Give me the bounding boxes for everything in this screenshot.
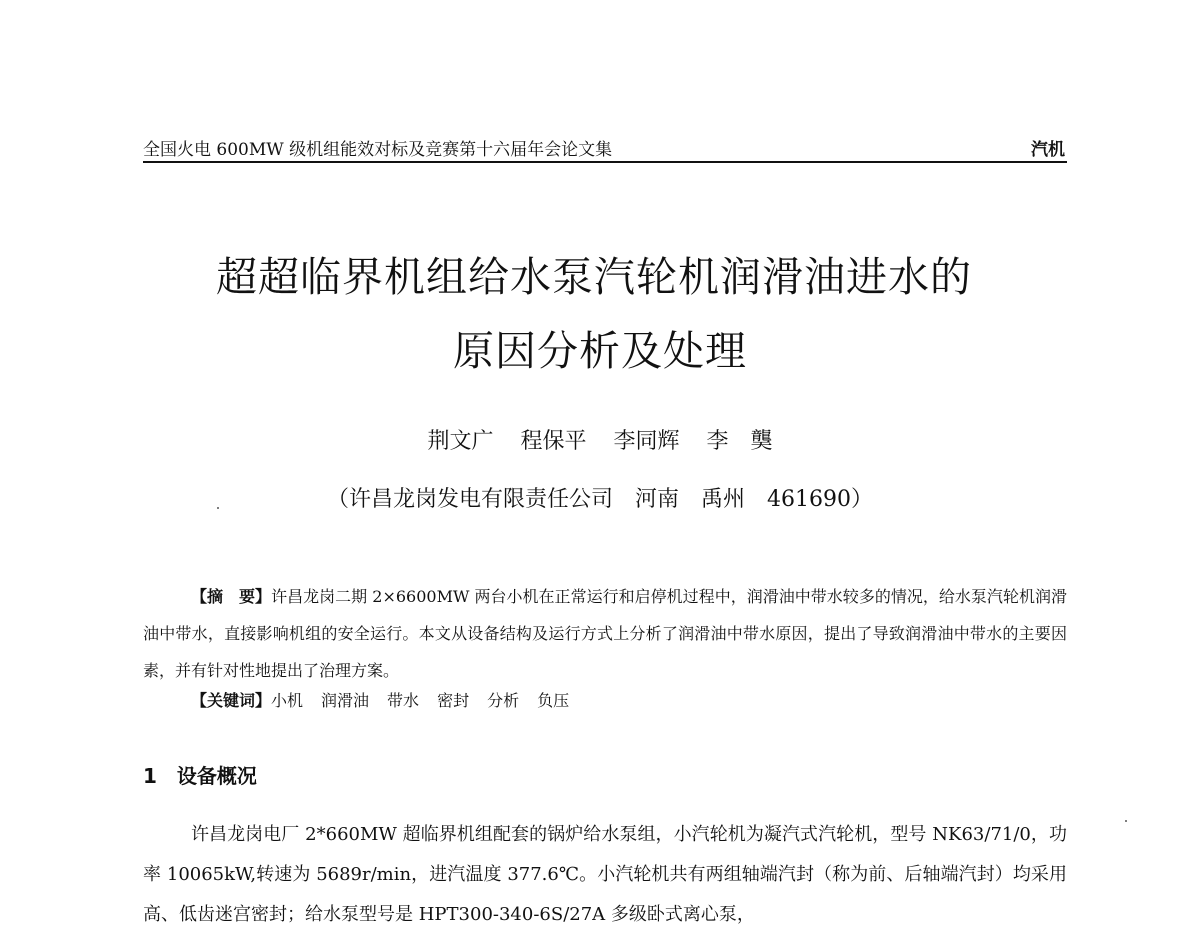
running-header [143,131,1067,163]
author: 李同辉 [613,429,680,454]
affiliation: （许昌龙岗发电有限责任公司 河南 禹州 461690） [327,487,873,512]
author: 荆文广 [427,429,494,454]
abstract [143,578,1067,689]
abstract-text: 许昌龙岗二期 2×6600MW 两台小机在正常运行和启停机过程中，润滑油中带水较多的情况，给水泵汽轮机润滑油中带水，直接影响机组的安全运行。本文从设备结构及运行方式上分析了润滑油中带水原因，提出了导致润滑油中带水的主要因素，并有针对性地提出了治理方案。 [143,587,1067,680]
keyword: 带水 [387,691,420,710]
scan-speck [217,507,219,509]
keyword: 小机 [271,691,304,710]
keyword: 负压 [537,691,570,710]
keyword: 密封 [437,691,470,710]
keyword: 分析 [487,691,520,710]
paper-title-line-2: 原因分析及处理 [453,327,747,375]
author: 程保平 [520,429,587,454]
keyword: 润滑油 [321,691,370,710]
scan-speck [1125,820,1127,822]
keywords [191,688,587,711]
section-number: 1 [143,764,157,788]
author: 李 龑 [706,429,773,454]
proceedings-title: 全国火电 600MW 级机组能效对标及竞赛第十六届年会论文集 [143,140,613,160]
abstract-label: 【摘 要】 [191,587,272,606]
paper-title-line-1: 超超临界机组给水泵汽轮机润滑油进水的 [216,253,972,301]
section-title: 设备概况 [176,764,257,788]
body-paragraph: 许昌龙岗电厂 2*660MW 超临界机组配套的锅炉给水泵组，小汽轮机为凝汽式汽轮机，型号 NK63/71/0，功率 10065kW,转速为 5689r/min，进汽温度 377.6℃。小汽轮机共有两组轴端汽封（称为前、后轴端汽封）均采用高、低齿迷宫密封；给水泵型号是 HPT300-340-6S/27A 多级卧式离心泵， [143,824,1067,925]
keywords-label: 【关键词】 [191,691,272,710]
section-label: 汽机 [1031,140,1065,160]
author-list [0,424,1200,455]
section-heading [143,760,257,789]
